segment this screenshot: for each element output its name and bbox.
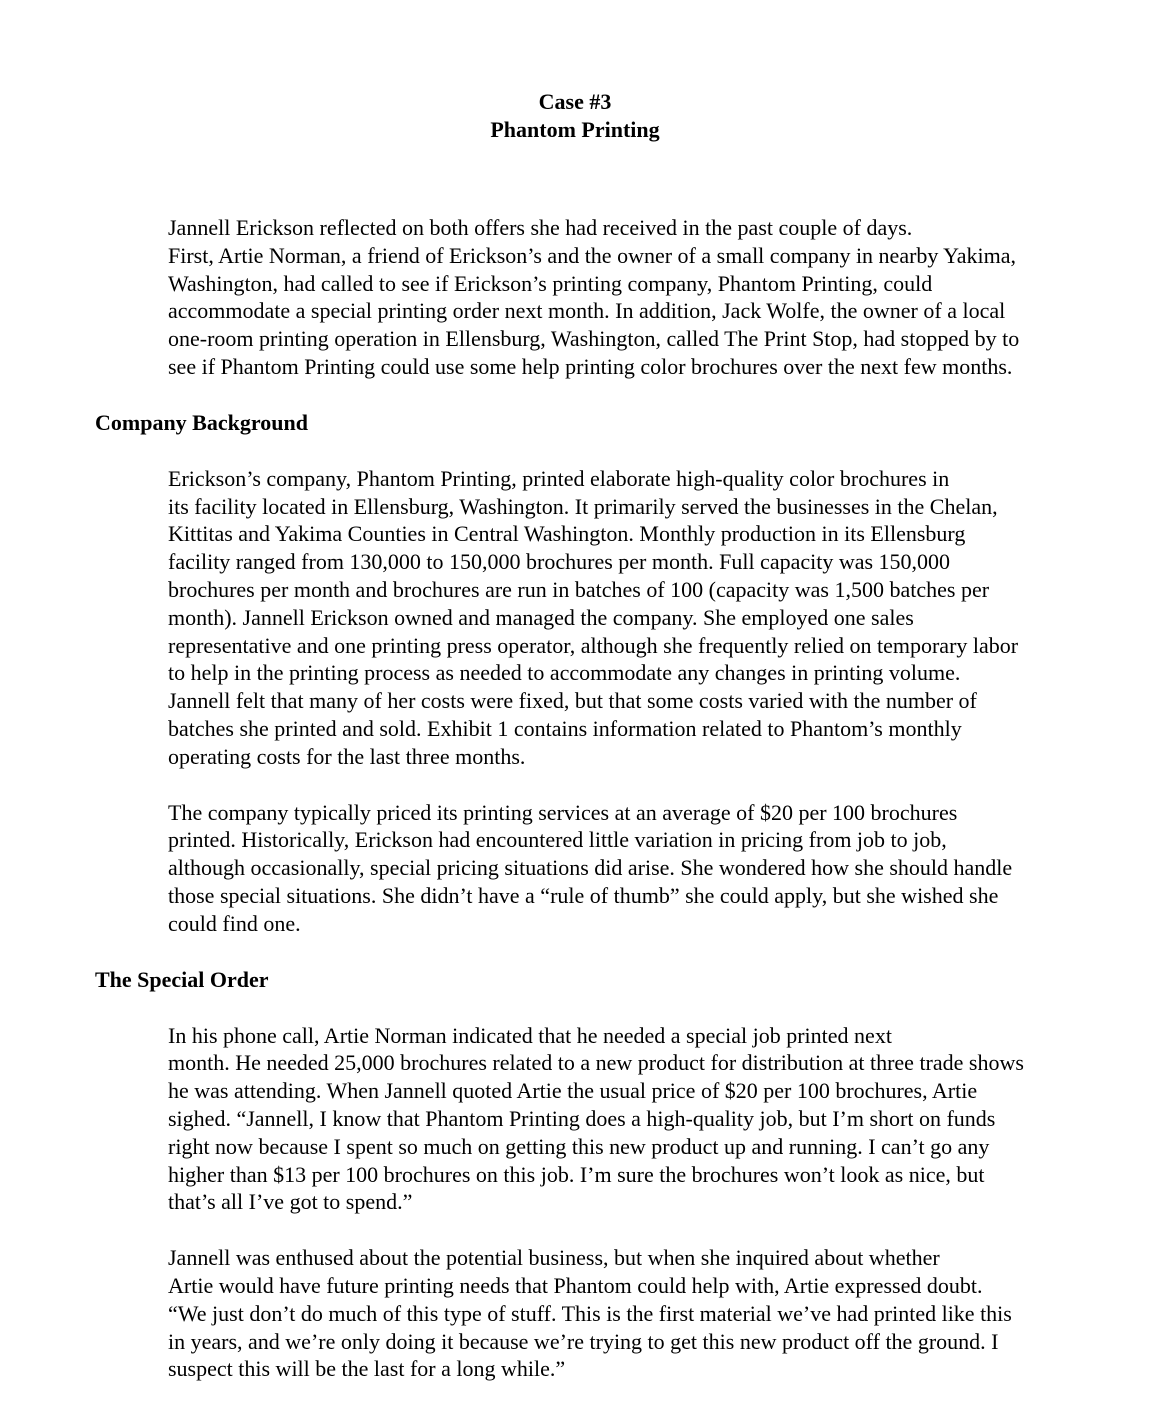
- paragraph-line: higher than $13 per 100 brochures on this job. I’m sure the brochures won’t look as nice, but: [168, 1161, 985, 1187]
- special-order-paragraph-2: [95, 1244, 1055, 1383]
- paragraph-line: The company typically priced its printing services at an average of $20 per 100 brochures: [168, 799, 958, 825]
- background-paragraph-2: [95, 799, 1055, 938]
- case-label: Case #3: [538, 89, 612, 114]
- paragraph-line: its facility located in Ellensburg, Washington. It primarily served the businesses in the Chelan,: [168, 493, 998, 519]
- paragraph-line: see if Phantom Printing could use some help printing color brochures over the next few months.: [168, 353, 1013, 379]
- paragraph-line: one-room printing operation in Ellensburg, Washington, called The Print Stop, had stopped by to: [168, 326, 1020, 352]
- paragraph-line: Jannell was enthused about the potential business, but when she inquired about whether: [168, 1245, 940, 1271]
- paragraph-line: representative and one printing press operator, although she frequently relied on temporary labor: [168, 632, 1019, 658]
- paragraph-line: facility ranged from 130,000 to 150,000 brochures per month. Full capacity was 150,000: [168, 549, 951, 575]
- case-title: Phantom Printing: [490, 117, 660, 142]
- paragraph-line: Jannell felt that many of her costs were fixed, but that some costs varied with the number of: [168, 688, 977, 714]
- paragraph-line: In his phone call, Artie Norman indicated that he needed a special job printed next: [168, 1022, 892, 1048]
- paragraph-line: to help in the printing process as needed to accommodate any changes in printing volume.: [168, 660, 961, 686]
- section-heading-special-order: The Special Order: [95, 966, 269, 992]
- paragraph-line: batches she printed and sold. Exhibit 1 contains information related to Phantom’s monthly: [168, 715, 962, 741]
- paragraph-line: month. He needed 25,000 brochures related to a new product for distribution at three trade shows: [168, 1050, 1024, 1076]
- paragraph-line: could find one.: [168, 910, 301, 936]
- paragraph-line: printed. Historically, Erickson had encountered little variation in pricing from job to job,: [168, 827, 947, 853]
- paragraph-line: month). Jannell Erickson owned and managed the company. She employed one sales: [168, 604, 914, 630]
- paragraph-line: accommodate a special printing order next month. In addition, Jack Wolfe, the owner of a local: [168, 298, 1006, 324]
- title-block: [95, 88, 1055, 144]
- paragraph-line: First, Artie Norman, a friend of Erickson’s and the owner of a small company in nearby Yakima,: [168, 242, 1017, 268]
- paragraph-line: Jannell Erickson reflected on both offers she had received in the past couple of days.: [168, 215, 913, 240]
- paragraph-line: those special situations. She didn’t have a “rule of thumb” she could apply, but she wished she: [168, 882, 999, 908]
- paragraph-line: Washington, had called to see if Erickson’s printing company, Phantom Printing, could: [168, 270, 933, 296]
- paragraph-line: in years, and we’re only doing it because we’re trying to get this new product off the ground. I: [168, 1328, 999, 1354]
- special-order-paragraph-1: [95, 1022, 1055, 1217]
- paragraph-line: right now because I spent so much on getting this new product up and running. I can’t go any: [168, 1133, 990, 1159]
- paragraph-line: that’s all I’ve got to spend.”: [168, 1189, 413, 1215]
- paragraph-line: he was attending. When Jannell quoted Artie the usual price of $20 per 100 brochures, Artie: [168, 1078, 978, 1104]
- section-heading-company-background: Company Background: [95, 409, 308, 435]
- paragraph-line: Kittitas and Yakima Counties in Central Washington. Monthly production in its Ellensburg: [168, 521, 966, 547]
- paragraph-line: Erickson’s company, Phantom Printing, printed elaborate high-quality color brochures in: [168, 465, 950, 491]
- intro-paragraph: [95, 214, 1055, 381]
- paragraph-line: “We just don’t do much of this type of stuff. This is the first material we’ve had printed like this: [168, 1300, 1012, 1326]
- background-paragraph-1: [95, 465, 1055, 771]
- paragraph-line: suspect this will be the last for a long while.”: [168, 1356, 566, 1382]
- document-page: [95, 88, 1055, 1411]
- paragraph-line: brochures per month and brochures are run in batches of 100 (capacity was 1,500 batches per: [168, 576, 990, 602]
- paragraph-line: sighed. “Jannell, I know that Phantom Printing does a high-quality job, but I’m short on funds: [168, 1105, 996, 1131]
- paragraph-line: Artie would have future printing needs that Phantom could help with, Artie expressed doubt.: [168, 1272, 983, 1298]
- paragraph-line: although occasionally, special pricing situations did arise. She wondered how she should handle: [168, 855, 1013, 881]
- paragraph-line: operating costs for the last three months.: [168, 743, 526, 769]
